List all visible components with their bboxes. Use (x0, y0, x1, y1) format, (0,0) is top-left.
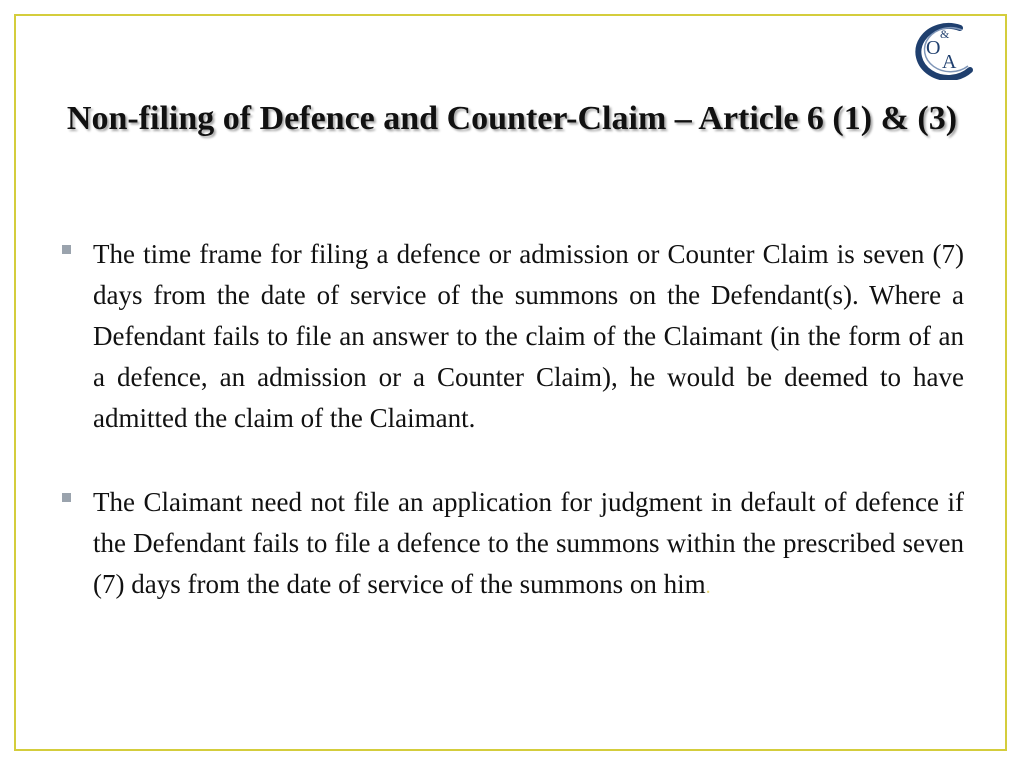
trailing-period: . (705, 576, 711, 598)
company-logo (900, 22, 988, 80)
square-bullet-icon (62, 245, 71, 254)
logo-letter-o: O (926, 37, 941, 59)
bullet-item (60, 482, 964, 608)
square-bullet-icon (62, 493, 71, 502)
logo-ampersand: & (940, 27, 950, 41)
bullet-item (60, 234, 964, 439)
bullet-text (93, 482, 964, 608)
slide-title: Non-filing of Defence and Counter-Claim – Article 6 (1) & (3) (66, 100, 958, 137)
bullet-text-body: The Claimant need not file an application for judgment in default of defence if the Defendant fails to file a defence to the summons within the prescribed seven (7) days from the date of service of the summons on him (93, 487, 964, 599)
bullet-text: The time frame for filing a defence or admission or Counter Claim is seven (7) days from the date of service of the summons on the Defendant(s). Where a Defendant fails to file an answer to the claim of the Claimant (in the form of an a defence, an admission or a Counter Claim), he would be deemed to have admitted the claim of the Claimant. (93, 239, 964, 433)
logo-letter-a: A (942, 51, 957, 73)
bullet-list (60, 234, 964, 608)
